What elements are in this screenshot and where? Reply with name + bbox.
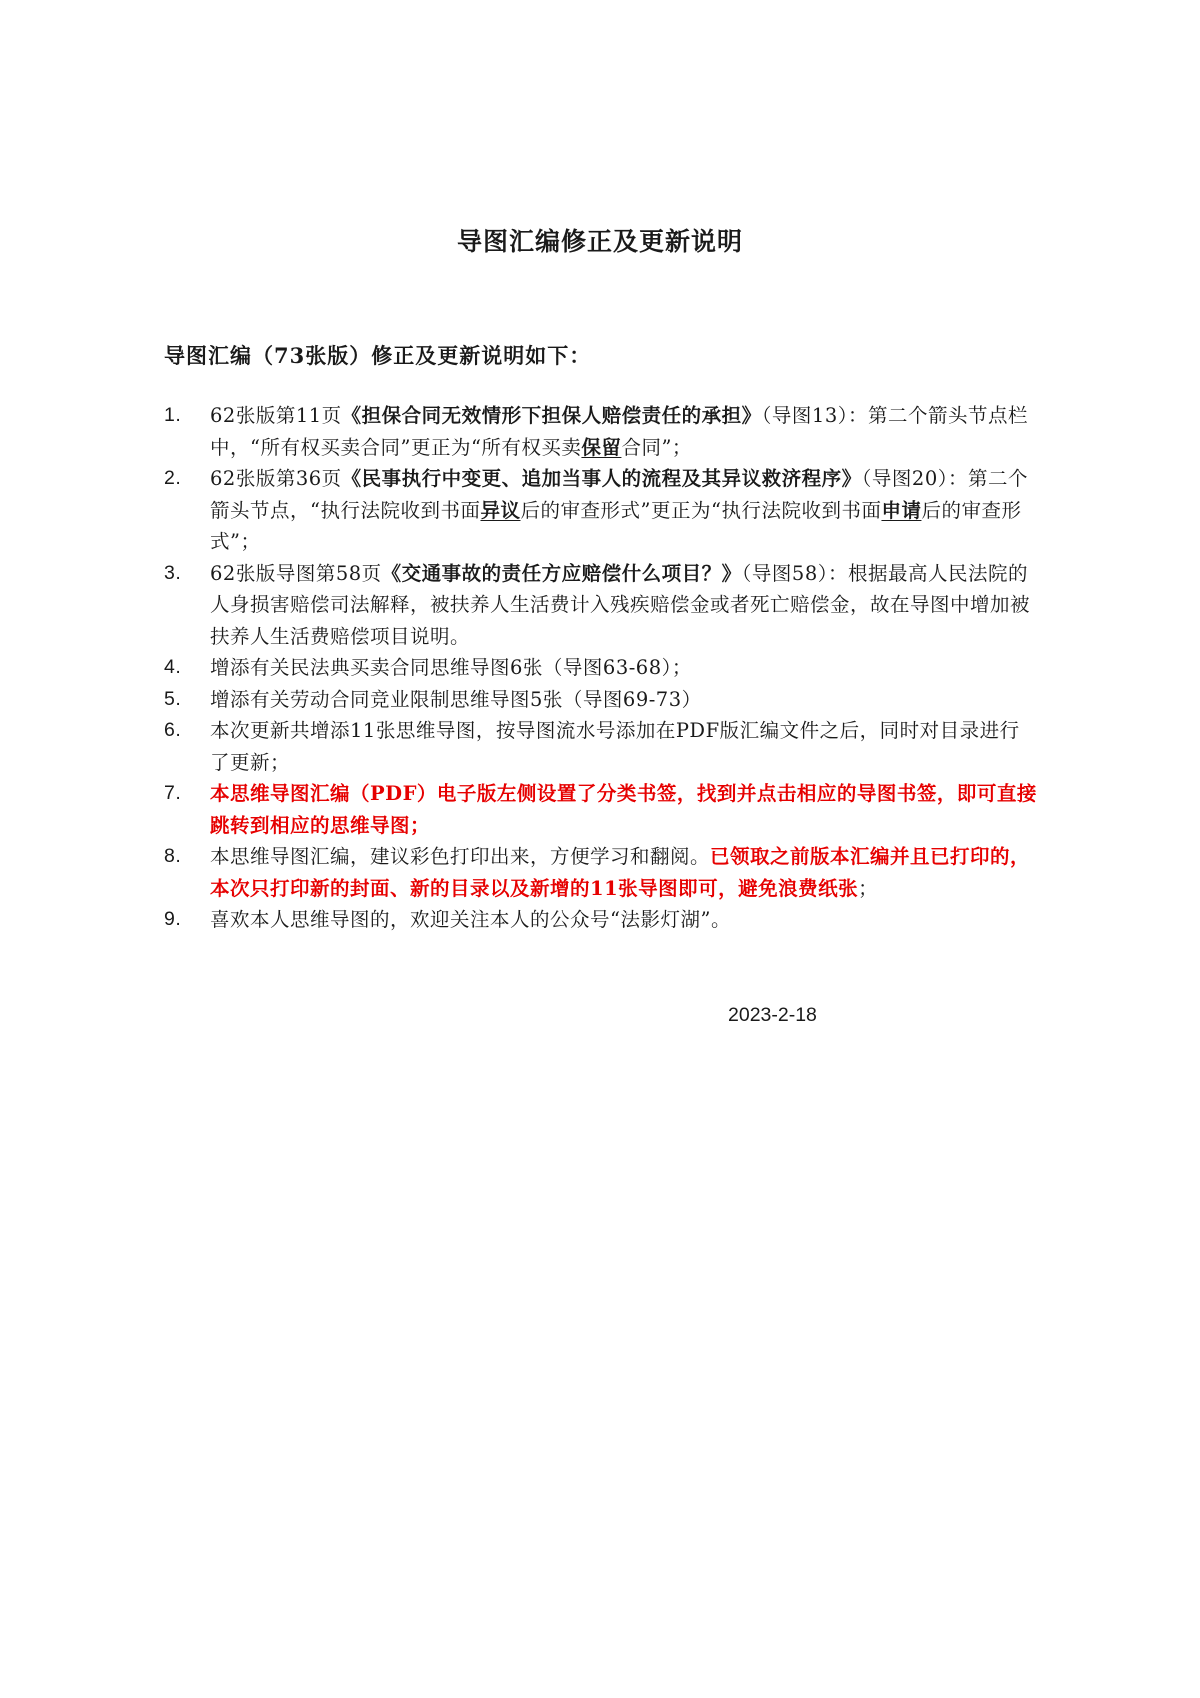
page-title: 导图汇编修正及更新说明 <box>456 227 743 256</box>
intro-line: 导图汇编（73张版）修正及更新说明如下： <box>164 343 592 368</box>
item-number: 9. <box>164 908 182 930</box>
item-map-title: 《担保合同无效情形下担保人赔偿责任的承担》 <box>341 404 762 427</box>
item-map-title: 《交通事故的责任方应赔偿什么项目？》 <box>381 561 742 585</box>
document-date: 2023-2-18 <box>728 1004 817 1026</box>
item-number: 1. <box>164 404 182 426</box>
item-text: 后的审查形式”； <box>210 498 1022 553</box>
item-text: 合同”； <box>621 435 692 459</box>
item-number: 8. <box>164 845 182 867</box>
list-item <box>164 652 1039 684</box>
list-item <box>164 400 1039 463</box>
item-text: 62张版导图第58页 <box>210 561 382 585</box>
item-emphasis: 保留 <box>581 435 622 459</box>
item-map-title: 《民事执行中变更、追加当事人的流程及其异议救济程序》 <box>341 467 862 490</box>
item-number: 6. <box>164 719 182 741</box>
item-number: 7. <box>164 782 182 804</box>
item-red-notice: 已领取之前版本汇编并且已打印的，本次只打印新的封面、新的目录以及新增的11张导图即可，避免浪费纸张 <box>210 845 1031 900</box>
list-item <box>164 841 1039 904</box>
list-item <box>164 684 1039 716</box>
list-item <box>164 558 1039 653</box>
item-number: 5. <box>164 687 182 710</box>
item-text: 后的审查形式”更正为“执行法院收到书面 <box>520 498 882 522</box>
item-emphasis: 申请 <box>881 498 922 522</box>
list-item <box>164 904 1039 936</box>
item-text: 增添有关民法典买卖合同思维导图6张（导图63-68）； <box>210 656 692 679</box>
item-text: 本思维导图汇编，建议彩色打印出来，方便学习和翻阅。 <box>210 845 711 868</box>
item-number: 3. <box>164 561 182 584</box>
item-text: 62张版第36页 <box>210 467 342 490</box>
item-text: （导图58）：根据最高人民法院的人身损害赔偿司法解释，被扶养人生活费计入残疾赔偿金或者死亡赔偿金，故在导图中增加被扶养人生活费赔偿项目说明。 <box>210 561 1031 648</box>
item-text: 本次更新共增添11张思维导图，按导图流水号添加在PDF版汇编文件之后，同时对目录进行了更新； <box>210 719 1020 774</box>
list-item <box>164 715 1039 778</box>
item-text: 62张版第11页 <box>210 404 342 427</box>
item-number: 2. <box>164 467 182 489</box>
item-emphasis: 异议 <box>480 498 521 522</box>
item-text: （导图13）：第二个箭头节点栏中，“所有权买卖合同”更正为“所有权买卖 <box>210 404 1028 459</box>
item-text: 喜欢本人思维导图的，欢迎关注本人的公众号“法影灯湖”。 <box>210 908 731 931</box>
item-text: ； <box>858 876 879 900</box>
item-number: 4. <box>164 656 182 678</box>
item-text: 增添有关劳动合同竞业限制思维导图5张（导图69-73） <box>210 687 702 711</box>
list-item <box>164 778 1039 841</box>
list-item <box>164 463 1039 558</box>
item-text: （导图20）：第二个箭头节点，“执行法院收到书面 <box>210 467 1028 522</box>
item-red-notice: 本思维导图汇编（PDF）电子版左侧设置了分类书签，找到并点击相应的导图书签，即可直接跳转到相应的思维导图； <box>210 782 1037 837</box>
update-list <box>164 400 1039 936</box>
